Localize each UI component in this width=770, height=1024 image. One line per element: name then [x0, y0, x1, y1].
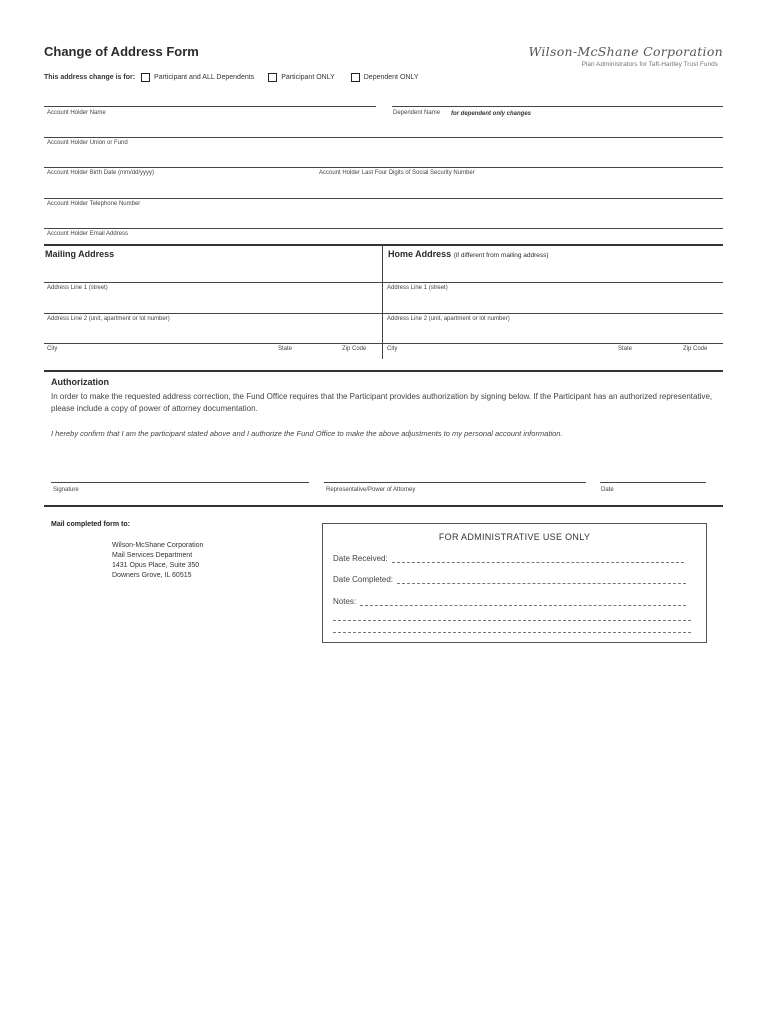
telephone-line[interactable] [44, 198, 723, 199]
authorization-title: Authorization [51, 377, 109, 387]
ssn-last-four-label: Account Holder Last Four Digits of Social Security Number [319, 170, 475, 176]
notes-field-line[interactable] [333, 619, 691, 621]
notes-label: Notes: [333, 597, 357, 606]
union-fund-line[interactable] [44, 137, 723, 138]
mailing-city-label: City [47, 346, 58, 352]
notes-field-line[interactable] [333, 631, 691, 633]
admin-use-title: FOR ADMINISTRATIVE USE ONLY [438, 532, 591, 542]
mail-to-line: Wilson-McShane Corporation [112, 542, 204, 549]
company-tagline: Plan Administrators for Taft-Hartley Trust Funds [581, 61, 718, 68]
home-line2-label: Address Line 2 (unit, apartment or lot number) [387, 316, 510, 322]
authorization-confirm: I hereby confirm that I am the participant stated above and I authorize the Fund Office to make the above adjustments to my personal account information. [51, 429, 563, 438]
notes-row[interactable] [333, 597, 686, 606]
mailing-line2-label: Address Line 2 (unit, apartment or lot number) [47, 316, 170, 322]
home-address-heading: Home Address [388, 249, 452, 259]
option-dependent-only-label: Dependent ONLY [363, 74, 419, 81]
option-dependent-only[interactable] [351, 73, 419, 82]
address-section-top-border [44, 244, 723, 246]
email-line[interactable] [44, 228, 723, 229]
birth-date-label: Account Holder Birth Date (mm/dd/yyyy) [47, 170, 155, 176]
home-state-label: State [618, 346, 633, 352]
change-for-label: This address change is for: [44, 74, 136, 81]
company-logo: Wilson-McShane Corporation [528, 44, 723, 59]
address-line2-border[interactable] [44, 313, 723, 314]
authorization-body: In order to make the requested address correction, the Fund Office requires that the Participant provides authorization by signing below. If the Participant has an authorized representative, please include a copy of power of attorney documentation. [51, 392, 713, 413]
checkbox-participant-all[interactable] [141, 73, 150, 82]
address-city-border[interactable] [44, 343, 723, 344]
mail-to-line: 1431 Opus Place, Suite 350 [112, 562, 200, 569]
mailing-zip-label: Zip Code [342, 346, 367, 352]
address-column-divider [382, 244, 383, 359]
option-participant-all-label: Participant and ALL Dependents [154, 74, 255, 81]
option-participant-only[interactable] [268, 73, 335, 82]
date-received-row[interactable] [333, 554, 684, 563]
dependent-name-note: for dependent only changes [451, 111, 532, 117]
checkbox-dependent-only[interactable] [351, 73, 360, 82]
date-completed-label: Date Completed: [333, 575, 394, 584]
mail-to-heading: Mail completed form to: [51, 521, 130, 528]
date-completed-row[interactable] [333, 575, 686, 584]
date-line[interactable] [600, 482, 706, 483]
telephone-label: Account Holder Telephone Number [47, 201, 141, 207]
mail-to-line: Downers Grove, IL 60515 [112, 572, 192, 579]
birth-date-line[interactable] [44, 167, 723, 168]
admin-use-box [322, 523, 707, 643]
option-participant-only-label: Participant ONLY [281, 74, 335, 81]
signature-line[interactable] [51, 482, 309, 483]
representative-label: Representative/Power of Attorney [326, 487, 416, 493]
home-zip-label: Zip Code [683, 346, 708, 352]
authorization-top-border [44, 370, 723, 372]
representative-line[interactable] [324, 482, 586, 483]
email-label: Account Holder Email Address [47, 231, 129, 237]
change-for-row [44, 73, 431, 82]
account-holder-name-label: Account Holder Name [47, 110, 106, 116]
home-address-heading-wrap [388, 249, 549, 259]
notes-field[interactable] [360, 597, 686, 606]
mailing-address-heading: Mailing Address [45, 249, 115, 259]
dependent-name-label: Dependent Name [393, 110, 441, 116]
signature-label: Signature [53, 487, 79, 493]
union-fund-label: Account Holder Union or Fund [47, 140, 128, 146]
date-received-field[interactable] [392, 554, 684, 563]
address-line1-border[interactable] [44, 282, 723, 283]
home-line1-label: Address Line 1 (street) [387, 285, 448, 291]
date-completed-field[interactable] [397, 575, 686, 584]
account-holder-name-line[interactable] [44, 106, 376, 107]
mailing-state-label: State [278, 346, 293, 352]
date-label: Date [601, 487, 614, 493]
page-title: Change of Address Form [44, 44, 199, 59]
home-city-label: City [387, 346, 398, 352]
dependent-name-line[interactable] [392, 106, 723, 107]
mail-to-line: Mail Services Department [112, 552, 193, 559]
date-received-label: Date Received: [333, 554, 388, 563]
authorization-bottom-border [44, 505, 723, 507]
home-address-heading-note: (if different from mailing address) [453, 252, 549, 259]
checkbox-participant-only[interactable] [268, 73, 277, 82]
mail-to-address [112, 541, 203, 581]
option-participant-all[interactable] [141, 73, 254, 82]
mailing-line1-label: Address Line 1 (street) [47, 285, 108, 291]
